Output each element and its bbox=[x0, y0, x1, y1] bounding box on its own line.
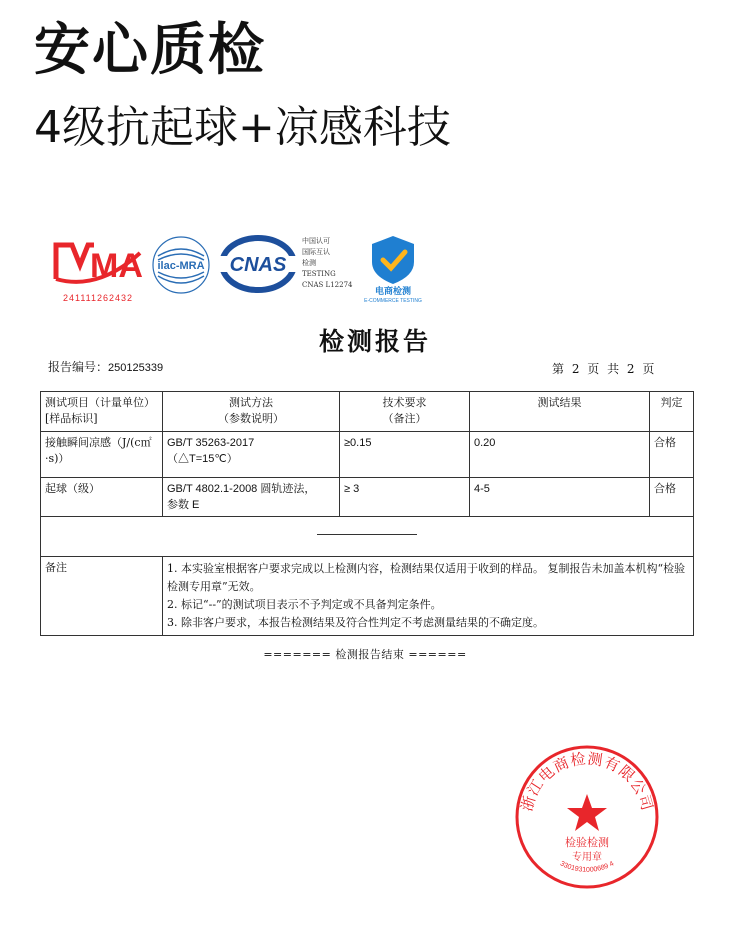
cnas-line: 中国认可 bbox=[302, 237, 330, 245]
cell-result: 0.20 bbox=[470, 432, 650, 478]
cell-method-line2: 参数 E bbox=[167, 499, 200, 511]
cma-number: 241111262432 bbox=[62, 293, 134, 303]
notes-label: 备注 bbox=[41, 557, 163, 636]
results-table bbox=[40, 391, 694, 636]
header-method-line2: （参数说明） bbox=[218, 412, 284, 425]
seal-star-icon bbox=[567, 794, 607, 831]
note-item: 3. 除非客户要求，本报告检测结果及符合性判定不考虑测量结果的不确定度。 bbox=[167, 616, 544, 629]
table-separator-row bbox=[41, 517, 694, 557]
cnas-line: CNAS L12274 bbox=[302, 281, 353, 289]
ilac-text: ilac-MRA bbox=[157, 260, 205, 272]
seal-number: 3301931000689 4 bbox=[558, 860, 616, 874]
table-row bbox=[41, 432, 694, 478]
seal-center-line1: 检验检测 bbox=[565, 836, 609, 849]
cell-requirement: ≥0.15 bbox=[340, 432, 470, 478]
cell-judgement: 合格 bbox=[650, 432, 694, 478]
cnas-line: 国际互认 bbox=[302, 248, 330, 256]
separator-line bbox=[317, 534, 417, 535]
cell-method-line1: GB/T 4802.1-2008 圆轨迹法， bbox=[167, 483, 316, 495]
header-judgement: 判定 bbox=[650, 392, 694, 432]
report-number bbox=[48, 358, 163, 375]
report-title: 检测报告 bbox=[318, 327, 431, 356]
seal-center-line2: 专用章 bbox=[572, 852, 602, 863]
ecommerce-testing-logo bbox=[358, 232, 428, 304]
page-info: 第 2 页 共 2 页 bbox=[552, 362, 655, 376]
ilac-mra-logo bbox=[150, 234, 212, 296]
report-end-marker: ======= 检测报告结束 ====== bbox=[263, 648, 467, 661]
report-number-label: 报告编号： bbox=[48, 360, 109, 374]
note-item: 1. 本实验室根据客户要求完成以上检测内容，检测结果仅适用于收到的样品。 复制报告未加盖本机构“检验检测专用章”无效。 bbox=[167, 562, 686, 593]
notes-content bbox=[163, 557, 694, 636]
header-method-line1: 测试方法 bbox=[229, 396, 273, 409]
cma-logo bbox=[50, 233, 146, 305]
cnas-text: CNAS bbox=[229, 254, 287, 276]
company-seal bbox=[512, 742, 662, 892]
table-row bbox=[41, 478, 694, 517]
header-result: 测试结果 bbox=[470, 392, 650, 432]
header-item bbox=[41, 392, 163, 432]
header-item-line2: [样品标识] bbox=[45, 412, 98, 425]
cnas-logo bbox=[218, 234, 298, 294]
cell-method-line2: （△T=15℃） bbox=[167, 453, 238, 465]
cell-item: 起球（级） bbox=[41, 478, 163, 517]
notes-row bbox=[41, 557, 694, 636]
cell-item: 接触瞬间凉感（J/(c㎡·s)） bbox=[41, 432, 163, 478]
cell-method bbox=[163, 432, 340, 478]
header-item-line1: 测试项目（计量单位） bbox=[45, 396, 155, 409]
table-header-row bbox=[41, 392, 694, 432]
cell-judgement: 合格 bbox=[650, 478, 694, 517]
header-req-line2: （备注） bbox=[382, 412, 427, 425]
cell-method bbox=[163, 478, 340, 517]
cnas-line: 检测 bbox=[302, 259, 316, 267]
header-req-line1: 技术要求 bbox=[382, 396, 427, 409]
separator-cell bbox=[41, 517, 694, 557]
seal-company-name: 浙江电商检测有限公司 bbox=[517, 749, 657, 814]
headline-subtitle: 4级抗起球+凉感科技 bbox=[34, 102, 451, 153]
cell-requirement: ≥ 3 bbox=[340, 478, 470, 517]
cnas-line: TESTING bbox=[302, 270, 336, 278]
cnas-caption bbox=[302, 236, 362, 291]
note-item: 2. 标记“--”的测试项目表示不予判定或不具备判定条件。 bbox=[167, 598, 442, 611]
ec-title: 电商检测 bbox=[374, 287, 412, 297]
ec-subtitle: E-COMMERCE TESTING bbox=[364, 298, 422, 304]
headline-title: 安心质检 bbox=[34, 18, 266, 83]
cell-method-line1: GB/T 35263-2017 bbox=[167, 437, 255, 449]
header-requirement bbox=[340, 392, 470, 432]
cma-letters: MA bbox=[90, 247, 143, 285]
report-number-value: 250125339 bbox=[108, 362, 164, 374]
cell-result: 4-5 bbox=[470, 478, 650, 517]
header-method bbox=[163, 392, 340, 432]
